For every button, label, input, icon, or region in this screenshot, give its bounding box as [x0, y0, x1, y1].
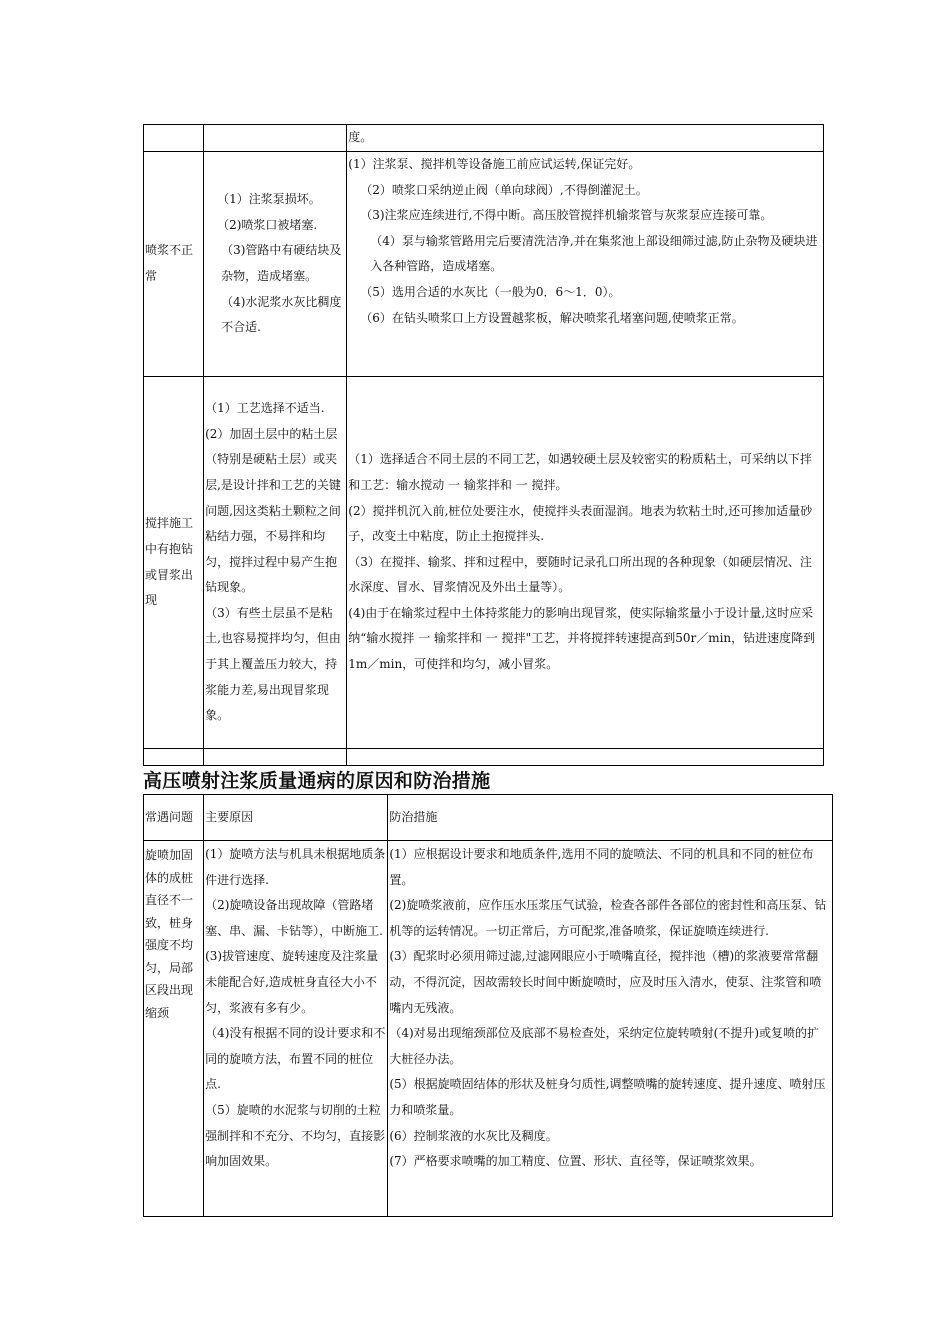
measure-item: (7）严格要求喷嘴的加工精度、位置、形状、直径等，保证喷浆效果。 — [389, 1154, 762, 1169]
measure-item: (5）根据旋喷固结体的形状及桩身匀质性,调整喷嘴的旋转速度、提升速度、喷射压力和喷浆量。 — [389, 1077, 826, 1117]
measure-item: （3)注浆应连续进行,不得中断。高压胶管搅拌机输浆管与灰浆泵应连接可靠。 — [360, 208, 773, 223]
measure-item: (3）配浆时必须用筛过滤,过滤网眼应小于喷嘴直径，搅拌池（槽)的浆液要常常翻动，不得沉淀，因故需较长时间中断旋喷时，应及时压入清水，使泵、注浆管和喷嘴内无残液。 — [389, 949, 822, 1015]
problem-cell: 喷浆不正常 — [144, 152, 204, 377]
table-row-continuation — [144, 125, 824, 152]
table-row — [144, 377, 824, 749]
cause-item: （1）工艺选择不适当. — [205, 401, 325, 416]
measure-item: （3）在搅拌、输浆、拌和过程中，要随时记录孔口所出现的各种现象（如硬层情况、注水深度、冒水、冒浆情况及外出土量等）。 — [348, 554, 812, 595]
causes-cell — [204, 377, 347, 749]
cause-item: (1）旋喷方法与机具未根据地质条件进行选择. — [205, 847, 386, 887]
problem-cell: 旋喷加固体的成桩直径不一致，桩身强度不均匀，局部区段出现缩颈 — [144, 841, 204, 1217]
measure-item: (1）注浆泵、搅拌机等设备施工前应试运转,保证完好。 — [348, 157, 641, 171]
table-header-row — [144, 795, 833, 841]
header-measures: 防治措施 — [388, 795, 833, 841]
continuation-text: 度。 — [347, 125, 824, 152]
cause-item: （3）有些土层虽不是粘土,也容易搅拌均匀，但由于其上覆盖压力较大，持浆能力差,易出现冒浆现象。 — [205, 605, 341, 723]
table-row-empty — [144, 749, 824, 766]
measures-cell — [347, 152, 824, 377]
table-row — [144, 841, 833, 1217]
empty-cell — [144, 125, 204, 152]
table-row — [144, 152, 824, 377]
measure-item: (6）控制浆液的水灰比及稠度。 — [389, 1128, 558, 1143]
empty-cell — [347, 749, 824, 766]
empty-cell — [204, 125, 347, 152]
cause-item: （1）注浆泵损坏。 — [217, 192, 321, 207]
section-title: 高压喷射注浆质量通病的原因和防治措施 — [143, 770, 491, 792]
header-causes: 主要原因 — [204, 795, 388, 841]
measures-cell — [388, 841, 833, 1217]
cause-item: (3)拔管速度、旋转速度及注浆量未能配合好,造成桩身直径大小不匀，浆液有多有少。 — [205, 949, 379, 1015]
measure-item: （4)对易出现缩颈部位及底部不易检查处，采纳定位旋转喷射(不提升)或复喷的扩大桩径办法。 — [389, 1026, 820, 1066]
measures-cell — [347, 377, 824, 749]
measure-item: （1）选择适合不同土层的不同工艺，如遇较硬土层及较密实的粉质粘土，可采纳以下拌和工艺：输水搅动 一 输浆拌和 一 搅拌。 — [348, 452, 812, 492]
header-problem: 常遇问题 — [144, 795, 204, 841]
causes-cell — [204, 841, 388, 1217]
measure-item: (4)由于在输浆过程中土体持浆能力的影响出现冒浆，使实际输浆量小于设计量,这时应采纳“输水搅拌 一 输浆拌和 一 搅拌"工艺，并将搅拌转速提高到50r／min，钻进速度降到1m／min，可使拌和均匀，减小冒浆。 — [348, 605, 816, 672]
cause-item: （3)管路中有硬结块及杂物，造成堵塞。 — [221, 243, 342, 283]
cause-item: （4)没有根据不同的设计要求和不同的旋喷方法，布置不同的桩位点. — [205, 1026, 386, 1092]
measure-item: (1）应根据设计要求和地质条件,选用不同的旋喷法、不同的机具和不同的桩位布置。 — [389, 847, 814, 887]
measure-item: （6）在钻头喷浆口上方设置越浆板，解决喷浆孔堵塞问题,使喷浆正常。 — [360, 310, 744, 325]
cause-item: （2)旋喷设备出现故障（管路堵塞、串、漏、卡钻等），中断施工. — [205, 898, 383, 938]
measure-item: （4）泵与输浆管路用完后要清洗洁净,并在集浆池上部设细筛过滤,防止杂物及硬块进入各种管路，造成堵塞。 — [370, 233, 818, 274]
empty-cell — [144, 749, 204, 766]
measure-item: （5）选用合适的水灰比（一般为0．6～1．0）。 — [360, 284, 621, 299]
empty-cell — [204, 749, 347, 766]
cause-item: （4)水泥浆水灰比稠度不合适. — [221, 294, 342, 335]
measure-item: (2)旋喷浆液前，应作压水压浆压气试验，检查各部件各部位的密封性和高压泵、钻机等的运转情况。一切正常后，方可配浆,准备喷浆，保证旋喷连续进行. — [389, 898, 827, 938]
cause-item: (2）加固土层中的粘土层（特别是硬粘土层）或夹层,是设计拌和工艺的关键问题,因这类粘土颗粒之间粘结力强，不易拌和均匀，搅拌过程中易产生抱钻现象。 — [205, 426, 341, 595]
measure-item: （2）喷浆口采纳逆止阀（单向球阀）,不得倒灌泥土。 — [360, 182, 648, 197]
jet-grouting-defects-table — [143, 794, 833, 1217]
problem-cell: 搅拌施工中有抱钻或冒浆出现 — [144, 377, 204, 749]
cause-item: （2)喷浆口被堵塞. — [217, 217, 318, 232]
cause-item: （5）旋喷的水泥浆与切削的土粒强制拌和不充分、不均匀，直接影响加固效果。 — [205, 1102, 386, 1169]
grouting-defects-table — [143, 124, 824, 766]
causes-cell — [204, 152, 347, 377]
measure-item: (2）搅拌机沉入前,桩位处要注水，使搅拌头表面湿润。地表为软粘土时,还可掺加适量砂子，改变土中粘度，防止土抱搅拌头. — [348, 503, 813, 544]
